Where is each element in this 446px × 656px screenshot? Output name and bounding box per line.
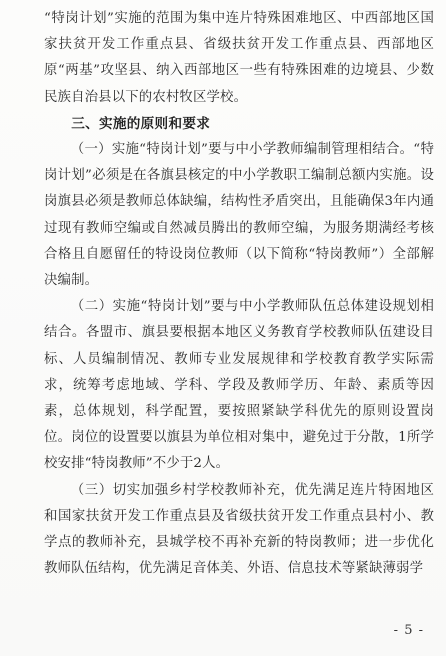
paragraph-item-3: （三）切实加强乡村学校教师补充，优先满足连片特困地区和国家扶贫开发工作重点县及省级扶贫开发工作重点县村小、教学点的教师补充，县城学校不再补充新的特岗教师；进一步优化教师队伍结构，优先满足音体美、外语、信息技术等紧缺薄弱学	[44, 482, 434, 577]
paragraph-item-1: （一）实施“特岗计划”要与中小学教师编制管理相结合。“特岗计划”必须是在各旗县核定的中小学教职工编制总额内实施。设岗旗县必须是教师总体缺编，结构性矛盾突出，且能确保3年内通过现有教师空编或自然减员腾出的教师空编，为服务期满经考核合格且自愿留任的特设岗位教师（以下简称“特岗教师”）全部解决编制。	[44, 142, 434, 289]
section-heading-principles: 三、实施的原则和要求	[71, 115, 211, 132]
page-number: - 5 -	[393, 623, 424, 638]
paragraph-item-2: （二）实施“特岗计划”要与中小学教师队伍总体建设规划相结合。各盟市、旗县要根据本地区义务教育学校教师队伍建设目标、人员编制情况、教师专业发展规律和学校教育教学实际需求，统筹考虑地域、学科、学段及教师学历、年龄、素质等因素，总体规划，科学配置，要按照紧缺学科优先的原则设置岗位。岗位的设置要以旗县为单位相对集中，避免过于分散，1所学校安排“特岗教师”不少于2人。	[44, 299, 434, 472]
document-body	[44, 6, 434, 582]
paragraph-scope-continuation: “特岗计划”实施的范围为集中连片特殊困难地区、中西部地区国家扶贫开发工作重点县、省级扶贫开发工作重点县、西部地区原“两基”攻坚县、纳入西部地区一些有特殊困难的边境县、少数民族自治县以下的农村牧区学校。	[44, 11, 434, 105]
